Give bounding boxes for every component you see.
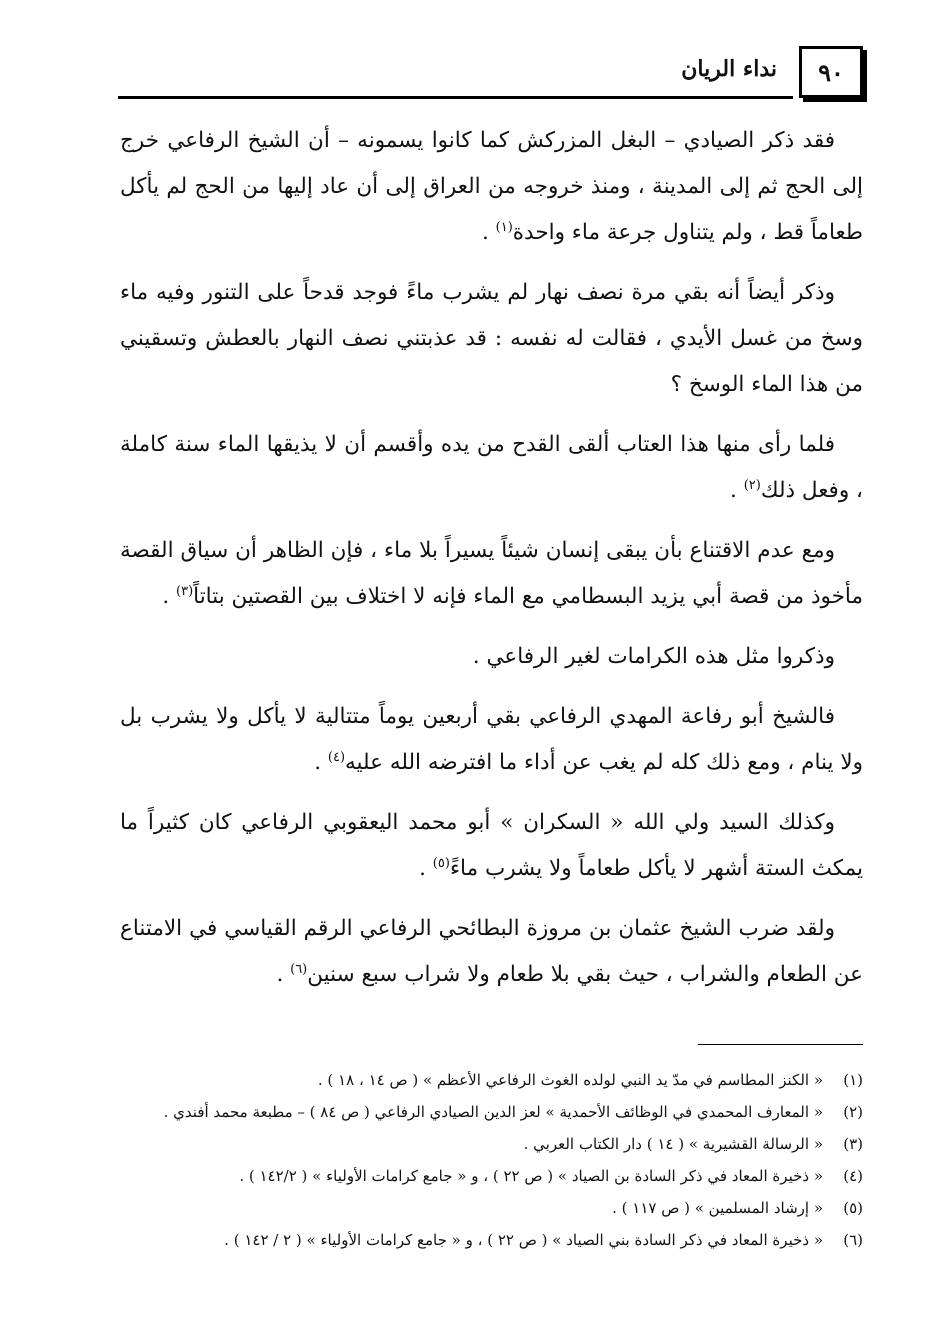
footnote-ref: (٦) — [290, 961, 308, 977]
footnote-number: (٢) — [843, 1103, 863, 1121]
paragraph — [120, 528, 863, 620]
footnote-item — [120, 1128, 863, 1160]
footnote-ref: (٣) — [176, 583, 194, 599]
paragraph — [120, 694, 863, 786]
paragraph — [120, 118, 863, 256]
footnote-ref: (٢) — [743, 477, 761, 493]
footnote-number: (١) — [843, 1071, 863, 1089]
paragraph-end: . — [419, 856, 433, 881]
footnote-text: « ذخيرة المعاد في ذكر السادة بني الصياد » ( ص ٢٢ ) ، و « جامع كرامات الأولياء » ( ٢ / ١٤٢ ) . — [224, 1231, 823, 1249]
paragraph — [120, 800, 863, 892]
paragraph-end: . — [276, 962, 291, 987]
footnote-number: (٥) — [843, 1199, 863, 1217]
footnote-ref: (٥) — [432, 855, 450, 871]
paragraph-text: وذكر أيضاً أنه بقي مرة نصف نهار لم يشرب ماءً فوجد قدحاً على التنور وفيه ماء وسخ من غسل الأيدي ، فقالت له نفسه : قد عذبتني نصف النهار بالعطش وتسقيني من هذا الماء الوسخ ؟ — [120, 280, 863, 397]
footnote-separator — [698, 1044, 863, 1045]
main-text — [120, 118, 863, 1012]
paragraph — [120, 906, 863, 998]
paragraph — [120, 634, 863, 680]
footnote-item — [120, 1064, 863, 1096]
footnote-text: « الكنز المطاسم في مدّ يد النبي لولده الغوث الرفاعي الأعظم » ( ص ١٤ ، ١٨ ) . — [317, 1071, 823, 1089]
footnote-ref: (١) — [495, 219, 513, 235]
footnote-number: (٤) — [843, 1167, 863, 1185]
paragraph-text: ومع عدم الاقتناع بأن يبقى إنسان شيئاً يسيراً بلا ماء ، فإن الظاهر أن سياق القصة مأخوذ من قصة أبي يزيد البسطامي مع الماء فإنه لا اختلاف بين القصتين بتاتاً — [120, 538, 863, 609]
footnotes — [120, 1064, 863, 1256]
paragraph-end: . — [730, 478, 744, 503]
footnote-number: (٣) — [843, 1135, 863, 1153]
footnote-text: « الرسالة القشيرية » ( ١٤ ) دار الكتاب العربي . — [523, 1135, 823, 1153]
paragraph-text: وذكروا مثل هذه الكرامات لغير الرفاعي . — [472, 644, 835, 669]
header-rule — [118, 96, 793, 99]
running-title: نداء الريان — [681, 56, 777, 82]
paragraph-text: وكذلك السيد ولي الله « السكران » أبو محمد اليعقوبي الرفاعي كان كثيراً ما يمكث الستة أشهر لا يأكل طعاماً ولا يشرب ماءً — [120, 810, 863, 881]
footnote-item — [120, 1224, 863, 1256]
paragraph — [120, 422, 863, 514]
footnote-item — [120, 1096, 863, 1128]
paragraph-end: . — [162, 584, 176, 609]
paragraph-text: فلما رأى منها هذا العتاب ألقى القدح من يده وأقسم أن لا يذيقها الماء سنة كاملة ، وفعل ذلك — [120, 432, 863, 503]
paragraph-text: فالشيخ أبو رفاعة المهدي الرفاعي بقي أربعين يوماً متتالية لا يأكل ولا يشرب بل ولا ينام ، ومع ذلك كله لم يغب عن أداء ما افترضه الله عليه — [120, 704, 863, 775]
paragraph-text: ولقد ضرب الشيخ عثمان بن مروزة البطائحي الرفاعي الرقم القياسي في الامتناع عن الطعام والشراب ، حيث بقي بلا طعام ولا شراب سبع سنين — [120, 916, 863, 987]
footnote-text: « المعارف المحمدي في الوظائف الأحمدية » لعز الدين الصيادي الرفاعي ( ص ٨٤ ) – مطبعة محمد أفندي . — [163, 1103, 823, 1121]
paragraph-end: . — [314, 750, 328, 775]
paragraph-text: فقد ذكر الصيادي – البغل المزركش كما كانوا يسمونه – أن الشيخ الرفاعي خرج إلى الحج ثم إلى المدينة ، ومنذ خروجه من العراق إلى أن عاد إليها من الحج لم يأكل طعاماً قط ، ولم يتناول جرعة ماء واحدة — [120, 128, 863, 245]
footnote-text: « إرشاد المسلمين » ( ص ١١٧ ) . — [612, 1199, 823, 1217]
footnote-number: (٦) — [843, 1231, 863, 1249]
page-header — [118, 46, 863, 104]
footnote-item — [120, 1160, 863, 1192]
paragraph-end: . — [481, 220, 496, 245]
paragraph — [120, 270, 863, 408]
footnote-text: « ذخيرة المعاد في ذكر السادة بن الصياد » ( ص ٢٢ ) ، و « جامع كرامات الأولياء » ( ١٤٢/٢ ) . — [239, 1167, 823, 1185]
footnote-item — [120, 1192, 863, 1224]
footnote-ref: (٤) — [327, 749, 346, 765]
page-number: ٩٠ — [799, 46, 863, 98]
